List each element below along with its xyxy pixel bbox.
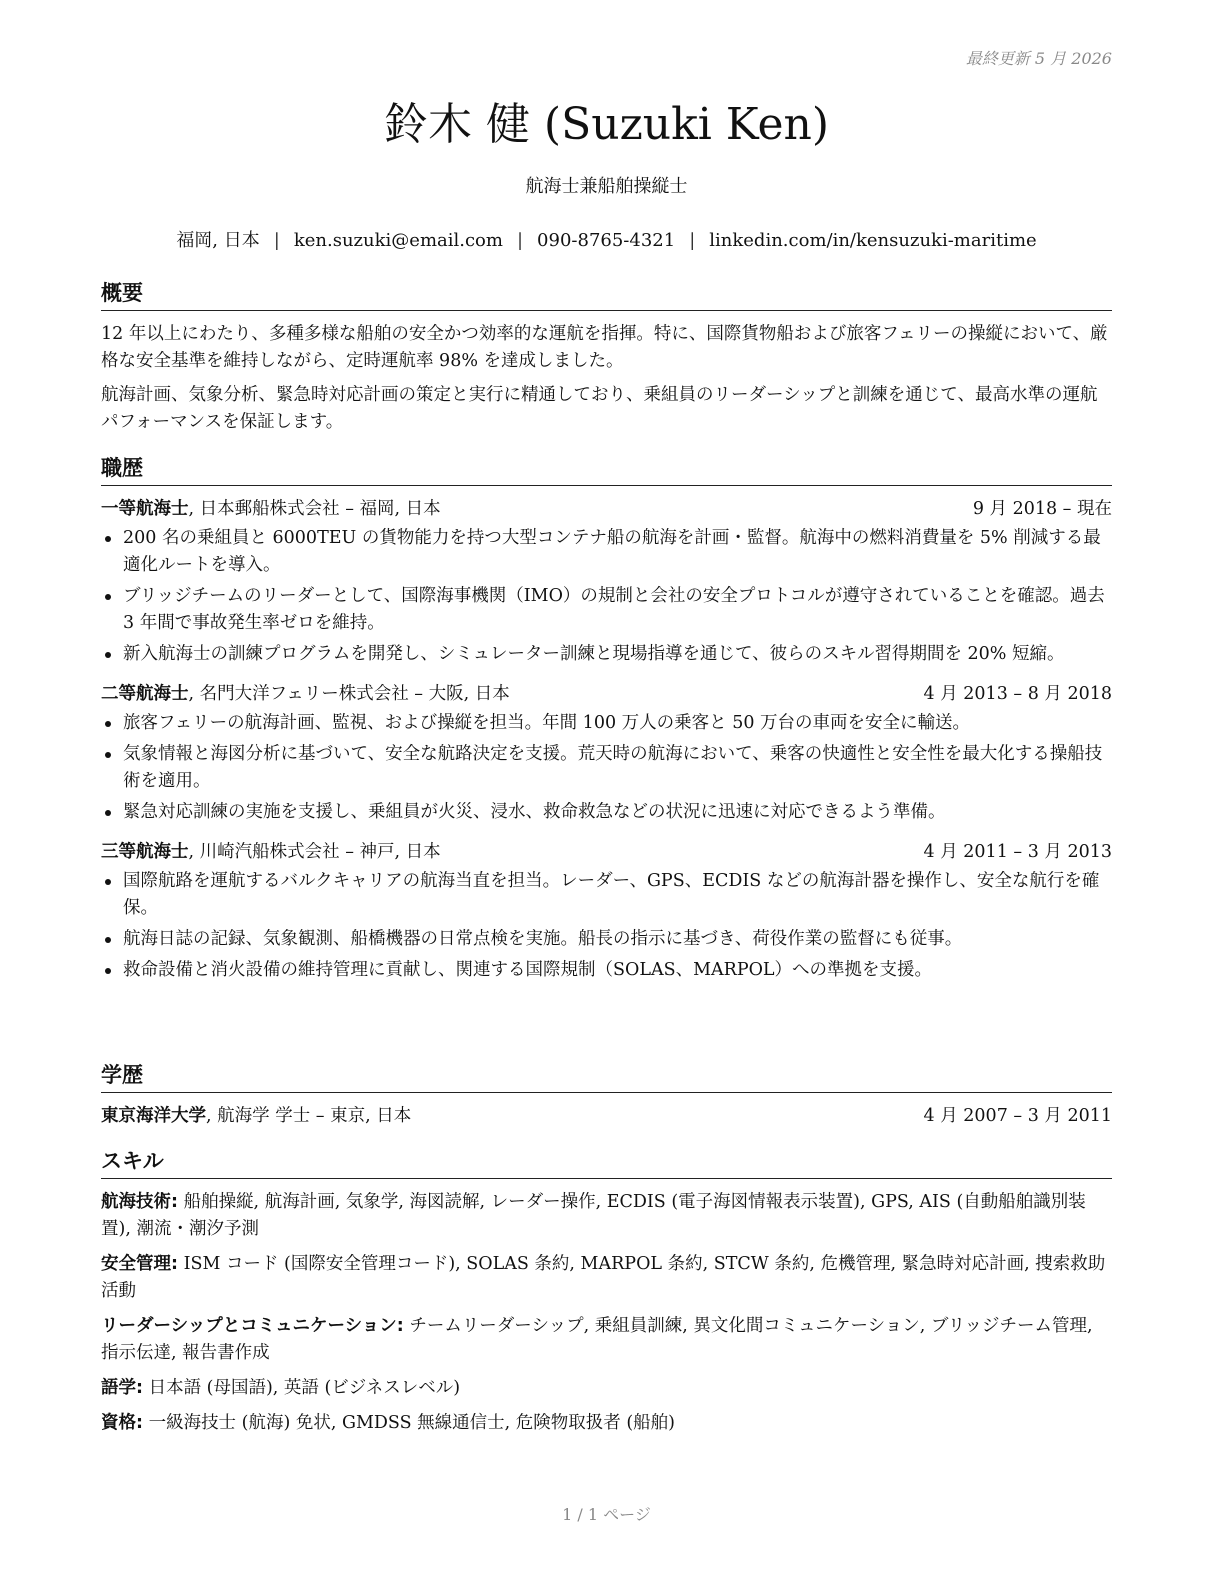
job-company: , 名門大洋フェリー株式会社 – 大阪, 日本 bbox=[188, 684, 510, 704]
job-bullets bbox=[101, 710, 1112, 826]
skill-value: 船舶操縦, 航海計画, 気象学, 海図読解, レーダー操作, ECDIS (電子海図情報表示装置), GPS, AIS (自動船舶識別装置), 潮流・潮汐予測 bbox=[101, 1192, 1086, 1239]
list-item: 国際航路を運航するバルクキャリアの航海当直を担当。レーダー、GPS、ECDIS などの航海計器を操作し、安全な航行を確保。 bbox=[101, 868, 1112, 922]
summary-section bbox=[101, 277, 1112, 443]
skills-section bbox=[101, 1145, 1112, 1445]
section-heading: 概要 bbox=[101, 277, 1112, 311]
job-bullets bbox=[101, 868, 1112, 984]
skill-line bbox=[101, 1375, 1112, 1402]
skill-label: 資格: bbox=[101, 1413, 143, 1433]
job-dates: 9 月 2018 – 現在 bbox=[972, 499, 1112, 519]
job-entry bbox=[101, 496, 1112, 668]
education-entry bbox=[101, 1103, 1112, 1130]
contact-phone[interactable]: 090-8765-4321 bbox=[537, 230, 676, 251]
skill-label: 語学: bbox=[101, 1378, 143, 1398]
contact-location: 福岡, 日本 bbox=[176, 230, 260, 251]
job-header bbox=[101, 496, 1112, 523]
section-heading: スキル bbox=[101, 1145, 1112, 1179]
list-item: ブリッジチームのリーダーとして、国際海事機関（IMO）の規制と会社の安全プロトコルが遵守されていることを確認。過去 3 年間で事故発生率ゼロを維持。 bbox=[101, 583, 1112, 637]
summary-paragraph: 航海計画、気象分析、緊急時対応計画の策定と実行に精通しており、乗組員のリーダーシップと訓練を通じて、最高水準の運航パフォーマンスを保証します。 bbox=[101, 385, 1098, 432]
job-dates: 4 月 2013 – 8 月 2018 bbox=[923, 684, 1112, 704]
education-section bbox=[101, 1059, 1112, 1130]
job-header bbox=[101, 681, 1112, 708]
section-heading: 学歴 bbox=[101, 1059, 1112, 1093]
skill-label: 安全管理: bbox=[101, 1254, 178, 1274]
skill-value: 日本語 (母国語), 英語 (ビジネスレベル) bbox=[143, 1378, 461, 1398]
skill-label: リーダーシップとコミュニケーション: bbox=[101, 1316, 404, 1336]
job-title: 航海士兼船舶操縦士 bbox=[525, 176, 688, 197]
contact-email[interactable]: ken.suzuki@email.com bbox=[293, 230, 503, 251]
job-position: 三等航海士 bbox=[101, 842, 189, 862]
page-number: 1 / 1 ページ bbox=[562, 1505, 651, 1524]
job-header bbox=[101, 839, 1112, 866]
skill-line bbox=[101, 1410, 1112, 1437]
education-dates: 4 月 2007 – 3 月 2011 bbox=[923, 1106, 1112, 1126]
job-position: 二等航海士 bbox=[101, 684, 189, 704]
job-entry bbox=[101, 681, 1112, 826]
job-position: 一等航海士 bbox=[101, 499, 189, 519]
skill-label: 航海技術: bbox=[101, 1192, 178, 1212]
list-item: 200 名の乗組員と 6000TEU の貨物能力を持つ大型コンテナ船の航海を計画・監督。航海中の燃料消費量を 5% 削減する最適化ルートを導入。 bbox=[101, 525, 1112, 579]
skill-line bbox=[101, 1189, 1112, 1243]
list-item: 気象情報と海図分析に基づいて、安全な航路決定を支援。荒天時の航海において、乗客の快適性と安全性を最大化する操船技術を適用。 bbox=[101, 741, 1112, 795]
contact-linkedin[interactable]: linkedin.com/in/kensuzuki-maritime bbox=[709, 230, 1037, 251]
list-item: 緊急対応訓練の実施を支援し、乗組員が火災、浸水、救命救急などの状況に迅速に対応できるよう準備。 bbox=[101, 799, 1112, 826]
divider: | bbox=[273, 230, 280, 251]
summary-paragraph: 12 年以上にわたり、多種多様な船舶の安全かつ効率的な運航を指揮。特に、国際貨物船および旅客フェリーの操縦において、厳格な安全基準を維持しながら、定時運航率 98% を達成しました。 bbox=[101, 324, 1108, 371]
skill-value: 一級海技士 (航海) 免状, GMDSS 無線通信士, 危険物取扱者 (船舶) bbox=[143, 1413, 675, 1433]
experience-section bbox=[101, 452, 1112, 988]
list-item: 新入航海士の訓練プログラムを開発し、シミュレーター訓練と現場指導を通じて、彼らのスキル習得期間を 20% 短縮。 bbox=[101, 641, 1112, 668]
skill-line bbox=[101, 1251, 1112, 1305]
last-updated: 最終更新 5 月 2026 bbox=[965, 49, 1112, 68]
job-dates: 4 月 2011 – 3 月 2013 bbox=[923, 842, 1112, 862]
school-name: 東京海洋大学 bbox=[101, 1106, 206, 1126]
list-item: 航海日誌の記録、気象観測、船橋機器の日常点検を実施。船長の指示に基づき、荷役作業の監督にも従事。 bbox=[101, 926, 1112, 953]
list-item: 救命設備と消火設備の維持管理に貢献し、関連する国際規制（SOLAS、MARPOL）への準拠を支援。 bbox=[101, 957, 1112, 984]
page-title: 鈴木 健 (Suzuki Ken) bbox=[383, 99, 830, 150]
divider: | bbox=[689, 230, 696, 251]
job-company: , 日本郵船株式会社 – 福岡, 日本 bbox=[188, 499, 441, 519]
degree-details: , 航海学 学士 – 東京, 日本 bbox=[206, 1106, 412, 1126]
list-item: 旅客フェリーの航海計画、監視、および操縦を担当。年間 100 万人の乗客と 50 万台の車両を安全に輸送。 bbox=[101, 710, 1112, 737]
skill-value: ISM コード (国際安全管理コード), SOLAS 条約, MARPOL 条約, STCW 条約, 危機管理, 緊急時対応計画, 捜索救助活動 bbox=[101, 1254, 1106, 1301]
contact-line bbox=[101, 226, 1112, 252]
skill-value: チームリーダーシップ, 乗組員訓練, 異文化間コミュニケーション, ブリッジチーム管理, 指示伝達, 報告書作成 bbox=[101, 1316, 1093, 1363]
job-entry bbox=[101, 839, 1112, 984]
skill-line bbox=[101, 1313, 1112, 1367]
divider: | bbox=[516, 230, 524, 251]
section-heading: 職歴 bbox=[101, 452, 1112, 486]
job-company: , 川崎汽船株式会社 – 神戸, 日本 bbox=[188, 842, 441, 862]
job-bullets bbox=[101, 525, 1112, 668]
